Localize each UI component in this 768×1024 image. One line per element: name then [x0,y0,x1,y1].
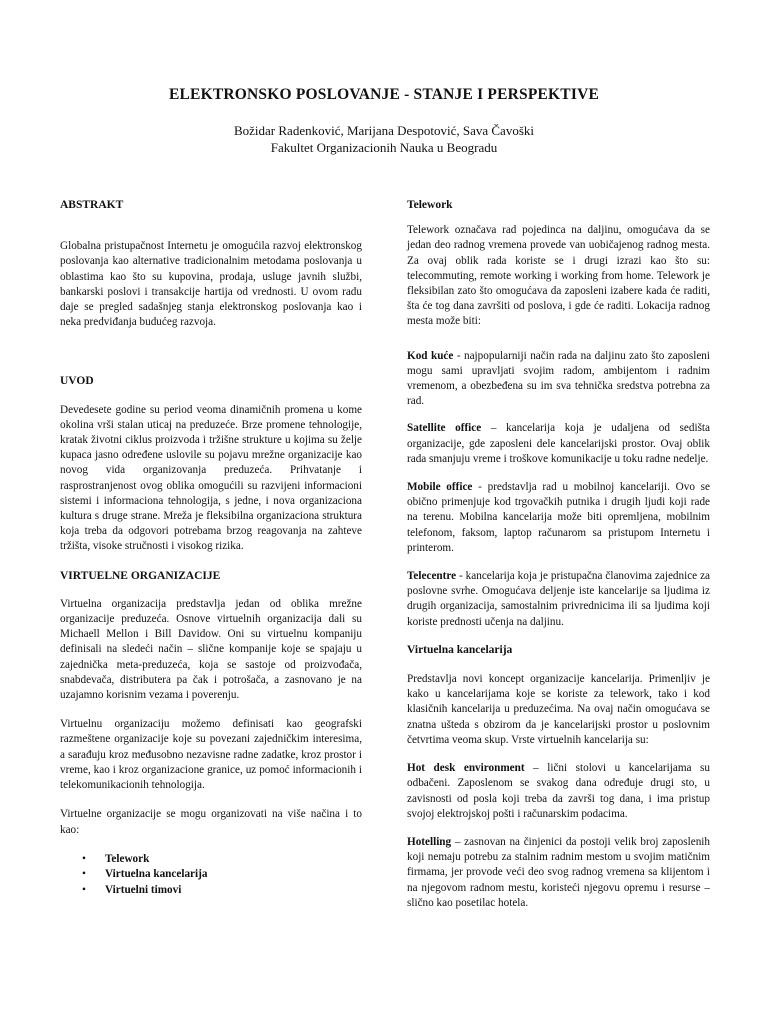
hotelling-paragraph: Hotelling – zasnovan na činjenici da postoji velik broj zaposlenih koji nemaju potrebu za stalnim radnim mestom u svojim matičnim firmama, jer provode veći deo svog radnog vremena sa klijentom i na njegovom radnom mestu, koristeći njegovu opremu i resurse – slično kao posetilac hotela. [407,835,710,909]
bullet-icon: • [82,852,86,865]
telework-text: Telework označava rad pojedinca na daljinu, omogućava da se jedan deo radnog vremena provede van uobičajenog radnog mesta. Za ovaj oblik rada koriste se i drugi izrazi kao što su: telecommuting, remote working i working from home. Telework je fleksibilan zato što omogućava da zaposleni izabere kada će raditi, šta će tog dana završiti od poslova, i gde će raditi. Lokacija radnog mesta može biti: [407,224,710,328]
list-item: • Virtuelni timovi [60,883,362,899]
virtual-org-paragraph-1: Virtuelna organizacija predstavlja jedan od oblika mrežne organizacije preduzeća. Osnove virtuelnih organizacija dali su Michaell Mellon i Bill Davidow. Oni su virtuelnu kompaniju definisali na sledeći način – slične kompanije koje se spajaju u zajednička meta-preduzeća, koja se sastoje od proizvođača, snabdevača, distributera pa čak i potrošača, a zasnovano je na uzajamno korisnim vezama i poverenju. [60,597,362,702]
virtual-office-heading: Virtuelna kancelarija [407,643,513,656]
telework-heading: Telework [407,199,453,211]
list-item: • Virtuelna kancelarija [60,867,362,883]
authors: Božidar Radenković, Marijana Despotović, Sava Čavoški [233,123,534,138]
virtual-org-paragraph-3: Virtuelne organizacije se mogu organizovati na više načina i to kao: [60,808,362,836]
satellite-office-paragraph: Satellite office – kancelarija koja je udaljena od sedišta organizacije, gde zaposleni dele kancelarijski prostor. Ovaj oblik rada smanjuju vreme i troškove komunikacije u toku radne nedelje. [407,422,710,465]
virtual-org-heading: VIRTUELNE ORGANIZACIJE [60,569,221,582]
intro-text: Devedesete godine su period veoma dinamičnih promena u kome okolina vrši stalan uticaj na preduzeće. Brze promene tehnologije, kratak životni ciklus proizvoda i tržišne strukture u kojima su želje kupaca jasno određene uslovile su pojavu mrežne organizacije kao novog vida organizovanja preduzeća. Prihvatanje i rasprostranjenost ovog oblika omogućili su razvijeni informacioni sistemi i informaciona tehnologija, s jedne, i nova organizaciona kultura s druge strane. Mreža je fleksibilna organizaciona struktura koja treba da odgovori potrebama brzog reagovanja na zahteve tržišta, visoke stručnosti i visokog rizika. [60,403,362,553]
abstract-text: Globalna pristupačnost Internetu je omogućila razvoj elektronskog poslovanja kao alternative tradicionalnim metodama poslovanja u oblastima kao što su kupovina, prodaja, usluge javnih službi, bankarski poslovi i transakcije hartija od vrednosti. U ovom radu daje se pregled sadašnjeg stanja elektronskog poslovanja kao i neka predviđanja budućeg razvoja. [60,240,362,329]
intro-heading: UVOD [60,375,94,388]
mobile-office-paragraph: Mobile office - predstavlja rad u mobilnoj kancelariji. Ovo se obično primenjuje kod trgovačkih putnika i drugih ljudi koji rade na terenu. Mobilna kancelarija može biti opremljena, mobilnim telefonom, faksom, laptop računarom sa pristupom Internetu i printerom. [407,481,710,554]
bullet-icon: • [82,883,86,896]
virtual-office-text: Predstavlja novi koncept organizacije kancelarija. Primenljiv je kako u kancelarijama koje se koriste za telework, tako i kod klasičnih kancelarija u preduzećima. Na ovaj način omogućava se znatna ušteda s obzirom da je kancelarijski prostor u poslovnim četvrtima veoma skup. Vrste virtuelnih kancelarija su: [407,673,710,746]
abstract-heading: ABSTRAKT [60,199,124,211]
affiliation: Fakultet Organizacionih Nauka u Beogradu [270,140,498,155]
left-column [60,0,362,898]
bullet-icon: • [82,868,86,881]
right-column [407,0,710,911]
hot-desk-paragraph: Hot desk environment – lični stolovi u kancelarijama su odbačeni. Zaposlenom se svakog dana određuje drugi sto, u zavisnosti od posla koji treba da završi tog dana, i ima pristup svojoj elektrojskoj pošti i računarskim podacima. [407,762,710,820]
paper-title: ELEKTRONSKO POSLOVANJE - STANJE I PERSPEKTIVE [168,86,600,103]
virtual-org-paragraph-2: Virtuelnu organizaciju možemo definisati kao geografski razmeštene organizacije koje su povezani zajedničkim interesima, a sarađuju kroz međusobno nezavisne radne zadatke, kroz prostor i vreme, kao i kroz organizacione granice, uz pomoć informacionih i telekomunikacionih tehnologija. [60,718,362,792]
kod-kuce-paragraph: Kod kuće - najpopularniji način rada na daljinu zato što zaposleni mogu sami upravljati svojim radom, ambijentom i radnim vremenom, a obezbeđena su im sva tehnička sredstva potrebna za rad. [407,349,710,408]
list-item: • Telework [60,852,362,868]
bullet-list [60,852,362,899]
telecentre-paragraph: Telecentre - kancelarija koja je pristupačna članovima zajednice za poslovne svrhe. Omogućava deljenje iste kancelarije sa ljudima iz drugih organizacija, samostalnim privrednicima ili sa ljudima koji koriste prednosti učenja na daljinu. [407,570,710,628]
